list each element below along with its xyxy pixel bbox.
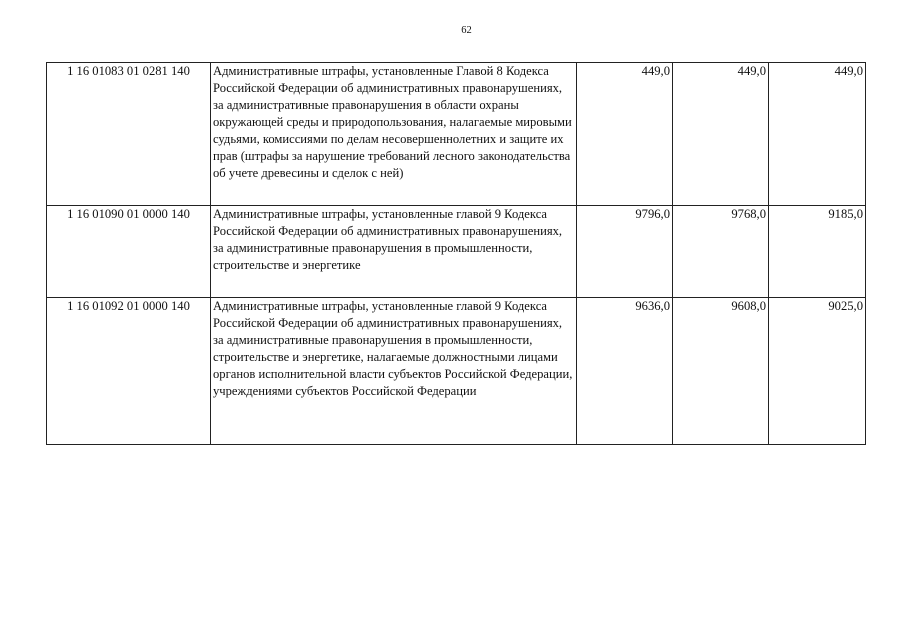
value-cell-year-2: 449,0	[673, 63, 769, 206]
value-cell-year-1: 9636,0	[577, 298, 673, 445]
table-row	[47, 63, 866, 206]
description-cell: Административные штрафы, установленные главой 9 Кодекса Российской Федерации об административных правонарушениях, за административные правонарушения в промышленности, строительстве и энергетике, налагаемые должностными лицами органов исполнительной власти субъектов Российской Федерации, учреждениями субъектов Российской Федерации	[211, 298, 577, 445]
value-cell-year-3: 9185,0	[769, 206, 866, 298]
value-cell-year-1: 449,0	[577, 63, 673, 206]
description-cell: Административные штрафы, установленные главой 9 Кодекса Российской Федерации об административных правонарушениях, за административные правонарушения в промышленности, строительстве и энергетике	[211, 206, 577, 298]
description-cell: Административные штрафы, установленные Главой 8 Кодекса Российской Федерации об административных правонарушениях, за административные правонарушения в области охраны окружающей среды и природопользования, налагаемые мировыми судьями, комиссиями по делам несовершеннолетних и защите их прав (штрафы за нарушение требований лесного законодательства об учете древесины и сделок с ней)	[211, 63, 577, 206]
revenue-table	[46, 62, 866, 445]
page-number: 62	[461, 25, 472, 36]
value-cell-year-1: 9796,0	[577, 206, 673, 298]
budget-code-cell: 1 16 01092 01 0000 140	[47, 298, 211, 445]
value-cell-year-2: 9608,0	[673, 298, 769, 445]
table-row	[47, 206, 866, 298]
value-cell-year-2: 9768,0	[673, 206, 769, 298]
budget-code-cell: 1 16 01083 01 0281 140	[47, 63, 211, 206]
table-row	[47, 298, 866, 445]
value-cell-year-3: 9025,0	[769, 298, 866, 445]
value-cell-year-3: 449,0	[769, 63, 866, 206]
budget-code-cell: 1 16 01090 01 0000 140	[47, 206, 211, 298]
